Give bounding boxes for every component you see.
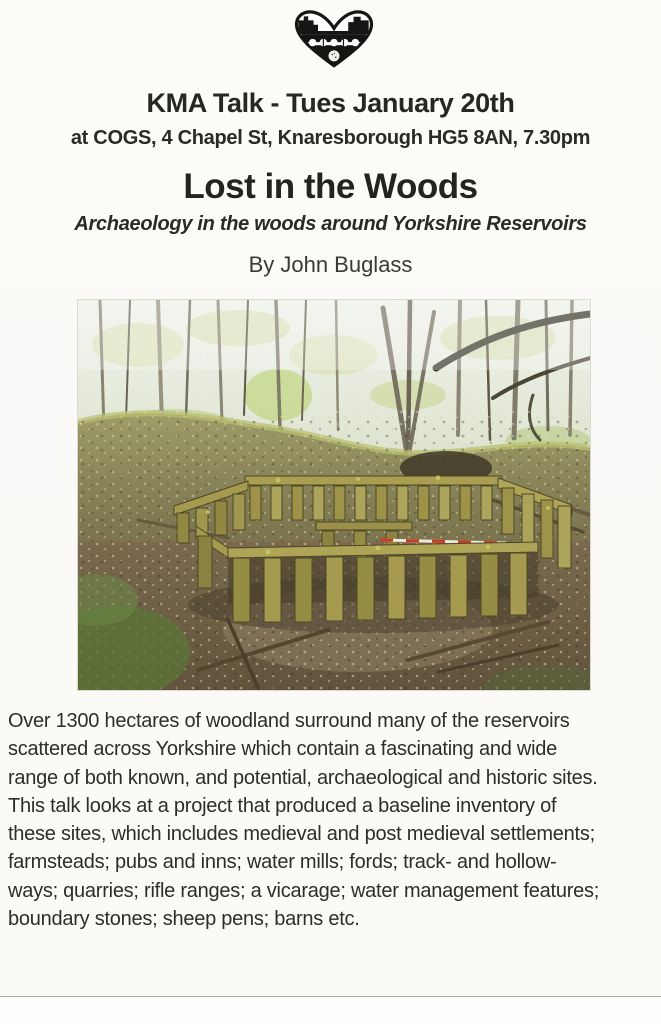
description-line: these sites, which includes medieval and post medieval settlements; <box>8 823 595 846</box>
speaker-byline: By John Buglass <box>248 252 413 277</box>
talk-description <box>8 707 655 933</box>
photo-grain <box>78 300 590 690</box>
heart-logo-graphic <box>287 7 381 71</box>
description-line: farmsteads; pubs and inns; water mills; fords; track- and hollow- <box>8 851 557 874</box>
logo-scene <box>290 13 379 71</box>
description-line: This talk looks at a project that produced a baseline inventory of <box>8 794 557 817</box>
description-line: scattered across Yorkshire which contain a fascinating and wide <box>8 738 558 761</box>
talk-date-line: KMA Talk - Tues January 20th <box>146 88 515 118</box>
description-line: range of both known, and potential, archaeological and historic sites. <box>8 766 598 789</box>
kma-heart-viaduct-logo-icon <box>287 7 381 71</box>
venue-address-line: at COGS, 4 Chapel St, Knaresborough HG5 8AN, 7.30pm <box>70 127 591 149</box>
talk-subtitle: Archaeology in the woods around Yorkshire Reservoirs <box>74 213 587 235</box>
description-line: Over 1300 hectares of woodland surround many of the reservoirs <box>8 710 570 732</box>
talk-title: Lost in the Woods <box>183 167 478 206</box>
scan-footer-area <box>0 997 661 1024</box>
description-line: boundary stones; sheep pens; barns etc. <box>8 908 360 931</box>
woodland-photo-graphic <box>78 300 590 690</box>
description-line: ways; quarries; rifle ranges; a vicarage; water management features; <box>8 879 600 902</box>
talk-photo <box>78 300 590 690</box>
